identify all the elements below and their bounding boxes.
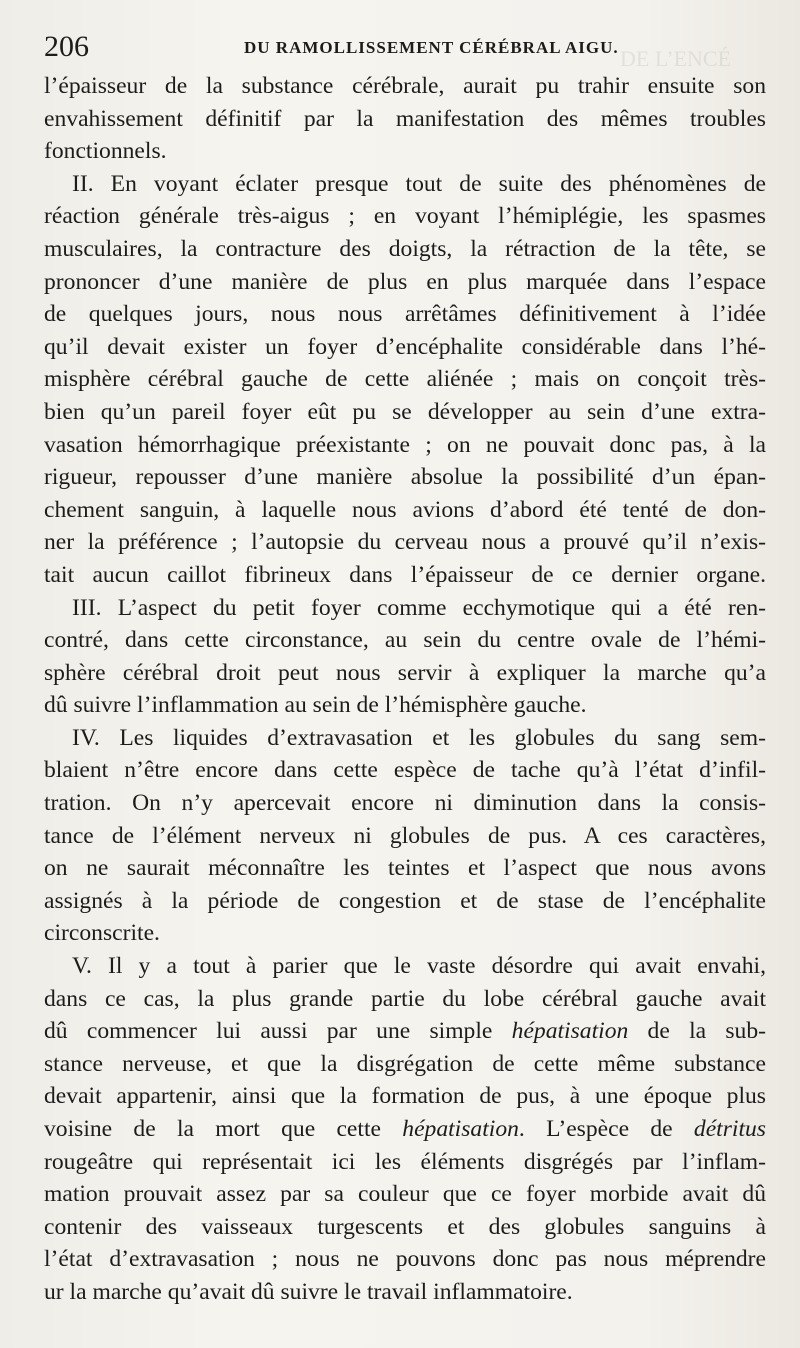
text-line: assignés à la période de congestion et de stase de l’encéphalite (44, 887, 766, 914)
page-number: 206 (44, 30, 89, 63)
text-line: rougeâtre qui représentait ici les éléments disgrégés par l’inflam- (44, 1148, 766, 1175)
text-line: contenir des vaisseaux turgescents et des globules sanguins à (44, 1213, 766, 1240)
text-line: circonscrite. (44, 920, 160, 947)
text-line: contré, dans cette circonstance, au sein du centre ovale de l’hémi- (44, 627, 766, 654)
text-line: l’épaisseur de la substance cérébrale, aurait pu trahir ensuite son (44, 73, 766, 99)
body-text (44, 70, 766, 1309)
text-line: misphère cérébral gauche de cette aliénée ; mais on conçoit très- (44, 366, 766, 393)
text-line: l’état d’extravasation ; nous ne pouvons donc pas nous méprendre (44, 1246, 766, 1273)
text-line: devait appartenir, ainsi que la formation de pus, à une époque plus (44, 1083, 766, 1110)
text-line: blaient n’être encore dans cette espèce de tache qu’à l’état d’infil- (44, 757, 766, 784)
text-line: dû suivre l’inflammation au sein de l’hémisphère gauche. (44, 692, 587, 719)
text-line: rigueur, repousser d’une manière absolue la possibilité d’un épan- (44, 464, 766, 491)
text-line: vasation hémorrhagique préexistante ; on ne pouvait donc pas, à la (44, 431, 766, 458)
running-title: DU RAMOLLISSEMENT CÉRÉBRAL AIGU. (244, 38, 619, 57)
text-line: on ne saurait méconnaître les teintes et l’aspect que nous avons (44, 855, 766, 882)
text-line: mation prouvait assez par sa couleur que ce foyer morbide avait dû (44, 1181, 766, 1208)
text-line: tait aucun caillot fibrineux dans l’épaisseur de ce dernier organe. (44, 561, 766, 588)
show-through-text: DE L’ENCÉ (620, 46, 732, 71)
text-line: envahissement définitif par la manifestation des mêmes troubles (44, 105, 766, 132)
text-line: ner la préférence ; l’autopsie du cerveau nous a prouvé qu’il n’exis- (44, 529, 766, 556)
text-line: musculaires, la contracture des doigts, la rétraction de la tête, se (44, 235, 766, 262)
text-line: IV. Les liquides d’extravasation et les globules du sang sem- (72, 724, 766, 751)
text-line: voisine de la mort que cette hépatisation. L’espèce de détritus (44, 1116, 766, 1142)
page-header (44, 30, 760, 64)
text-line: prononcer d’une manière de plus en plus marquée dans l’espace (44, 268, 766, 295)
text-line: tance de l’élément nerveux ni globules de pus. A ces caractères, (44, 822, 766, 849)
text-line: II. En voyant éclater presque tout de suite des phénomènes de (72, 170, 766, 197)
text-line: III. L’aspect du petit foyer comme ecchymotique qui a été ren- (72, 594, 766, 621)
text-line: tration. On n’y apercevait encore ni diminution dans la consis- (44, 790, 766, 817)
text-line: chement sanguin, à laquelle nous avions d’abord été tenté de don- (44, 496, 766, 523)
text-line: fonctionnels. (44, 138, 167, 165)
text-line: V. Il y a tout à parier que le vaste désordre qui avait envahi, (72, 953, 766, 980)
text-line: sphère cérébral droit peut nous servir à expliquer la marche qu’a (44, 659, 766, 686)
text-line: ur la marche qu’avait dû suivre le travail inflammatoire. (44, 1278, 573, 1305)
text-line: dû commencer lui aussi par une simple hépatisation de la sub- (44, 1018, 766, 1045)
text-line: qu’il devait exister un foyer d’encéphalite considérable dans l’hé- (44, 333, 766, 360)
text-line: de quelques jours, nous nous arrêtâmes définitivement à l’idée (44, 301, 766, 328)
text-line: réaction générale très-aigus ; en voyant l’hémiplégie, les spasmes (44, 203, 766, 230)
text-line: dans ce cas, la plus grande partie du lobe cérébral gauche avait (44, 985, 766, 1012)
text-line: bien qu’un pareil foyer eût pu se développer au sein d’une extra- (44, 398, 766, 425)
text-line: stance nerveuse, et que la disgrégation de cette même substance (44, 1050, 766, 1077)
